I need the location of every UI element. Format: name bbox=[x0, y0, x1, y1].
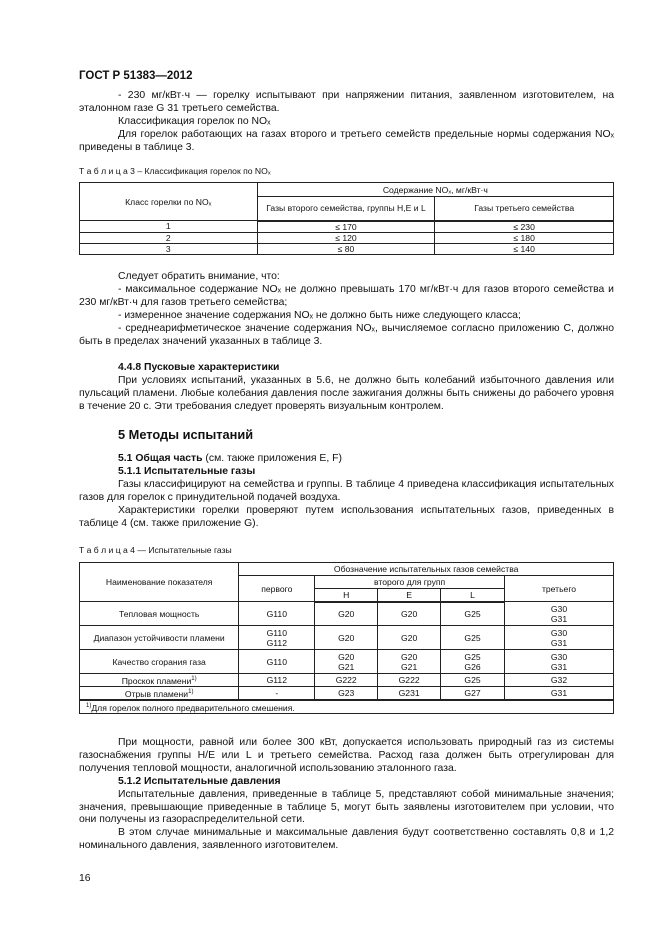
table3-header-third: Газы третьего семейства bbox=[435, 197, 614, 221]
page-number: 16 bbox=[79, 873, 91, 884]
table3-cell-third: ≤ 180 bbox=[435, 232, 614, 243]
table4-cell-name bbox=[80, 674, 239, 687]
intro-classification: Классификация горелок по NOₓ bbox=[118, 115, 271, 127]
section-51-title: 5.1 Общая часть bbox=[118, 453, 203, 464]
table4-cell-l: G25 G26 bbox=[441, 650, 505, 674]
table-row bbox=[80, 243, 614, 254]
table-row bbox=[80, 674, 614, 687]
section-511-p2: Характеристики горелки проверяют путем использования испытательных газов, приведенных в таблице 4 (см. также приложение G). bbox=[79, 504, 614, 529]
table4-header-first: первого bbox=[239, 576, 315, 602]
section-448-text: При условиях испытаний, указанных в 5.6, не должно быть колебаний избыточного давления или пульсаций пламени. Любые колебания давления после зажигания должны быть снижены до рабочего уровня в течение 20 с. Эти требования следует проверять визуальным контролем. bbox=[79, 374, 614, 412]
table4-cell-h: G20 bbox=[315, 626, 378, 650]
section-51-title-rest: (см. также приложения E, F) bbox=[202, 453, 342, 464]
footnote-mark: 1) bbox=[86, 703, 92, 710]
section-448 bbox=[79, 362, 614, 414]
table4-cell-e: G20 G21 bbox=[378, 650, 441, 674]
table4-header-e: E bbox=[378, 589, 441, 602]
natural-gas-paragraph: При мощности, равной или более 300 кВт, допускается использовать природный газ из системы газоснабжения группы H/E или L и третьего семейства. Расход газа должен быть отрегулирован для получения тепловой мощности, аналогичной использованию эталонного газа. bbox=[79, 737, 614, 774]
table4-cell-l: G25 bbox=[441, 626, 505, 650]
footnote-mark: 1) bbox=[191, 676, 197, 682]
table4-header-h: H bbox=[315, 589, 378, 602]
table4 bbox=[79, 562, 614, 714]
table4-header-second: второго для групп bbox=[315, 576, 505, 589]
table4-cell-name: Диапазон устойчивости пламени bbox=[80, 626, 239, 650]
table3-cell-second: ≤ 170 bbox=[257, 221, 435, 233]
table3-cell-class: 2 bbox=[80, 232, 258, 243]
table4-footnote-text: Для горелок полного предварительного смешения. bbox=[91, 702, 295, 713]
table4-cell-third: G32 bbox=[505, 674, 614, 687]
document-header: ГОСТ Р 51383—2012 bbox=[79, 70, 193, 82]
table4-cell-h: G222 bbox=[315, 674, 378, 687]
table4-cell-third: G30 G31 bbox=[505, 626, 614, 650]
table4-cell-first: G110 bbox=[239, 602, 315, 626]
table3-header-content: Содержание NOₓ, мг/кВт·ч bbox=[257, 183, 613, 197]
table3-cell-second: ≤ 120 bbox=[257, 232, 435, 243]
section-512-title: 5.1.2 Испытательные давления bbox=[118, 775, 281, 787]
table4-name-text: Отрыв пламени bbox=[124, 688, 189, 699]
table4-header-name: Наименование показателя bbox=[80, 563, 239, 602]
table3-cell-class: 3 bbox=[80, 243, 258, 254]
table3-header-class: Класс горелки по NOₓ bbox=[80, 183, 258, 221]
table4-cell-first: G110 bbox=[239, 650, 315, 674]
section-511-p1: Газы классифицируют на семейства и группы. В таблице 4 приведена классификация испытательных газов для горелок с принудительной подачей воздуха. bbox=[79, 478, 614, 503]
table4-header-group: Обозначение испытательных газов семейства bbox=[239, 563, 614, 576]
table4-cell-h: G20 bbox=[315, 602, 378, 626]
table4-cell-third: G30 G31 bbox=[505, 650, 614, 674]
after-table-block bbox=[79, 737, 614, 853]
table4-cell-e: G231 bbox=[378, 686, 441, 699]
table4-cell-e: G20 bbox=[378, 626, 441, 650]
table4-caption: Т а б л и ц а 4 — Испытательные газы bbox=[79, 545, 232, 555]
table4-header-l: L bbox=[441, 589, 505, 602]
table4-cell-third: G31 bbox=[505, 686, 614, 699]
table4-cell-l: G25 bbox=[441, 674, 505, 687]
table4-cell-first: - bbox=[239, 686, 315, 699]
note-measured: - измеренное значение содержания NOₓ не должно быть ниже следующего класса; bbox=[118, 309, 521, 321]
table4-cell-third: G30 G31 bbox=[505, 602, 614, 626]
table3-cell-class: 1 bbox=[80, 221, 258, 233]
table4-cell-e: G222 bbox=[378, 674, 441, 687]
table4-cell-name bbox=[80, 686, 239, 699]
section-51-heading bbox=[79, 453, 614, 466]
table-row bbox=[80, 650, 614, 674]
table4-cell-e: G20 bbox=[378, 602, 441, 626]
section-448-title: 4.4.8 Пусковые характеристики bbox=[118, 362, 280, 373]
table4-cell-first: G112 bbox=[239, 674, 315, 687]
table4-cell-l: G25 bbox=[441, 602, 505, 626]
table4-header-third: третьего bbox=[505, 576, 614, 602]
table-row bbox=[80, 686, 614, 699]
section-511-title: 5.1.1 Испытательные газы bbox=[118, 465, 256, 477]
table4-cell-name: Качество сгорания газа bbox=[80, 650, 239, 674]
notes-block bbox=[79, 271, 614, 348]
table-row bbox=[80, 602, 614, 626]
intro-block bbox=[79, 90, 614, 155]
table3-header-second: Газы второго семейства, группы H,E и L bbox=[257, 197, 435, 221]
section-512-p1: Испытательные давления, приведенные в таблице 5, представляют собой минимальные значения; значения, превышающие приведенные в таблице 5, могут быть заявлены изготовителем при условии, что они получены из газораспределительной сети. bbox=[79, 788, 614, 826]
table4-cell-l: G27 bbox=[441, 686, 505, 699]
intro-limits: Для горелок работающих на газах второго и третьего семейств предельные нормы содержания NOₓ приведены в таблице 3. bbox=[79, 128, 614, 153]
footnote-mark: 1) bbox=[188, 688, 194, 695]
table4-cell-name: Тепловая мощность bbox=[80, 602, 239, 626]
note-max: - максимальное содержание NOₓ не должно превышать 170 мг/кВт·ч для газов второго семейства и 230 мг/кВт·ч для газов третьего семейства; bbox=[79, 283, 614, 308]
table3-caption: Т а б л и ц а 3 – Классификация горелок по NOₓ bbox=[79, 166, 271, 176]
section-512-p2: В этом случае минимальные и максимальные давления будут соответственно составлять 0,8 и 1,2 номинального давления, заявленного изготовителем. bbox=[79, 827, 614, 852]
table3-cell-second: ≤ 80 bbox=[257, 243, 435, 254]
section-5-title: 5 Методы испытаний bbox=[118, 427, 254, 442]
note-intro: Следует обратить внимание, что: bbox=[118, 271, 280, 282]
table-row bbox=[80, 626, 614, 650]
table4-footnote bbox=[80, 700, 614, 714]
table4-cell-h: G23 bbox=[315, 686, 378, 699]
table-row bbox=[80, 221, 614, 233]
section-51 bbox=[79, 453, 614, 530]
table-row bbox=[80, 232, 614, 243]
note-average: - среднеарифметическое значение содержания NOₓ, вычисляемое согласно приложению С, должно быть в пределах значений указанных в таблице 3. bbox=[79, 322, 614, 347]
table3-cell-third: ≤ 140 bbox=[435, 243, 614, 254]
table3 bbox=[79, 182, 614, 255]
intro-line-230: - 230 мг/кВт·ч — горелку испытывают при напряжении питания, заявленном изготовителем, на эталонном газе G 31 третьего семейства. bbox=[79, 90, 614, 114]
table4-name-text: Проскок пламени bbox=[121, 675, 192, 686]
table4-cell-first: G110 G112 bbox=[239, 626, 315, 650]
table3-cell-third: ≤ 230 bbox=[435, 221, 614, 233]
table4-cell-h: G20 G21 bbox=[315, 650, 378, 674]
